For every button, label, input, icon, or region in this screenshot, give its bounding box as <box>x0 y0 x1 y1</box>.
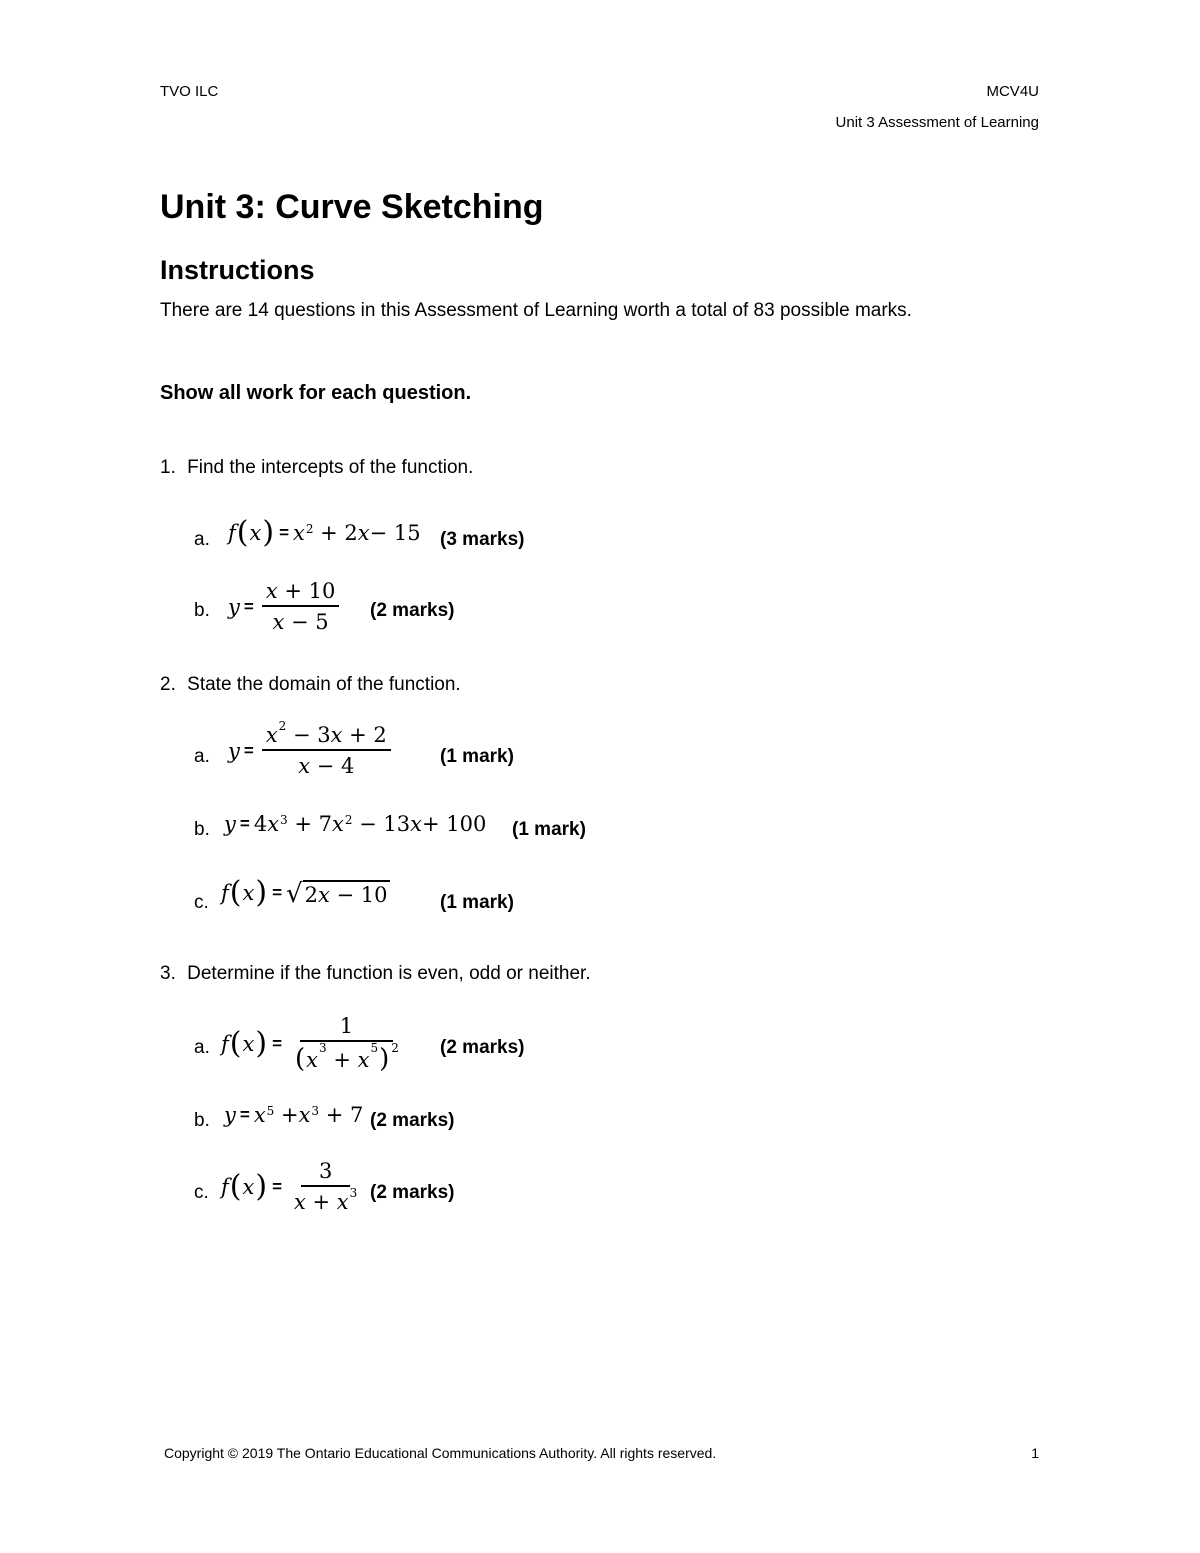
marks-badge: (3 marks) <box>440 529 525 550</box>
q1b-equation: y = $\frac{x + 10}{x - 5}$ <box>228 580 343 633</box>
question-number: 1. <box>160 457 176 478</box>
header-left: TVO ILC <box>160 83 219 100</box>
marks-badge: (1 mark) <box>440 892 514 913</box>
question-2 <box>160 674 461 696</box>
part-label: a. <box>194 529 210 550</box>
question-number: 2. <box>160 674 176 695</box>
marks-badge: (1 mark) <box>512 819 586 840</box>
part-label: b. <box>194 600 210 621</box>
header-right: MCV4U <box>986 83 1039 100</box>
question-3 <box>160 963 591 985</box>
marks-badge: (2 marks) <box>370 1110 455 1131</box>
part-label: a. <box>194 746 210 767</box>
marks-badge: (2 marks) <box>440 1037 525 1058</box>
question-prompt: State the domain of the function. <box>187 674 461 695</box>
question-1 <box>160 457 473 479</box>
q1a-equation: f ( x ) = x $^2$ + 2 x − 15 <box>228 515 421 550</box>
q3a-equation: f ( x ) = $\frac{1}{(x^3 + x^5) ^2}$ <box>221 1014 399 1075</box>
question-prompt: Determine if the function is even, odd or neither. <box>187 963 591 984</box>
marks-badge: (2 marks) <box>370 1182 455 1203</box>
q3b-equation: y = x $^5$ + x $^3$ + 7 <box>224 1103 364 1127</box>
part-label: b. <box>194 1110 210 1131</box>
q3c-equation: f ( x ) = $\frac{3}{x + x^3}$ <box>221 1159 358 1215</box>
q2b-equation: y = 4 x $^3$ + 7 x $^2$ − 13 x + 100 <box>224 812 487 836</box>
question-prompt: Find the intercepts of the function. <box>187 457 474 478</box>
part-label: c. <box>194 892 209 913</box>
marks-badge: (2 marks) <box>370 600 455 621</box>
part-label: a. <box>194 1037 210 1058</box>
page-title: Unit 3: Curve Sketching <box>160 188 544 226</box>
q2a-equation: y = $\frac{x^2 - 3x + 2}{x - 4}$ <box>228 724 395 777</box>
question-number: 3. <box>160 963 176 984</box>
q2c-equation: f ( x ) = √ 2x − 10 <box>221 878 390 908</box>
footer-copyright: Copyright © 2019 The Ontario Educational Communications Authority. All rights reserved. <box>164 1445 717 1461</box>
footer-page-number: 1 <box>1031 1445 1039 1461</box>
part-label: b. <box>194 819 210 840</box>
part-label: c. <box>194 1182 209 1203</box>
marks-badge: (1 mark) <box>440 746 514 767</box>
header-subtitle: Unit 3 Assessment of Learning <box>835 114 1039 131</box>
instructions-text: There are 14 questions in this Assessment of Learning worth a total of 83 possible marks. <box>160 300 912 321</box>
instructions-heading: Instructions <box>160 255 315 285</box>
instructions-emphasis: Show all work for each question. <box>160 382 472 404</box>
